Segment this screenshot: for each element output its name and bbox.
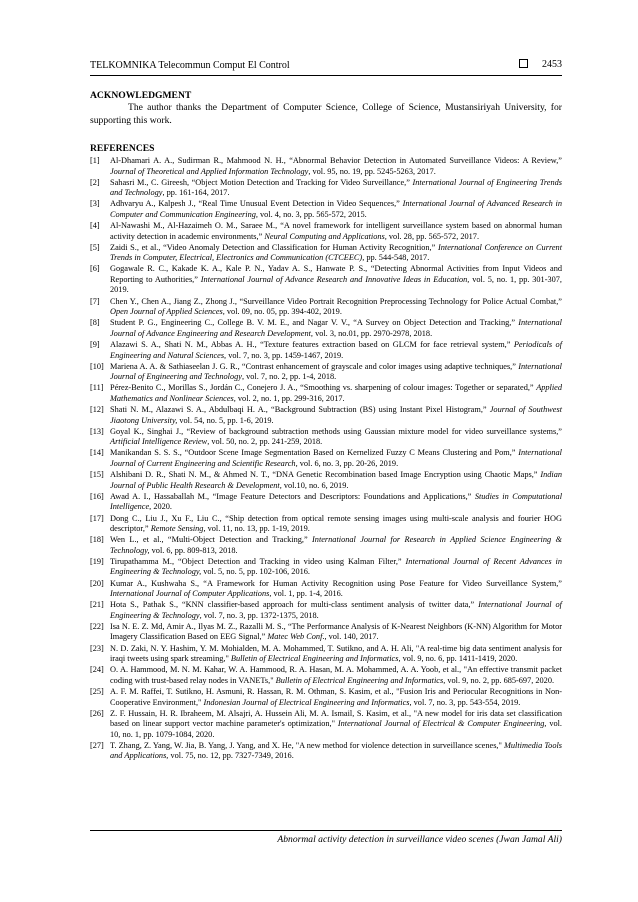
reference-item bbox=[90, 644, 562, 665]
reference-number: [12] bbox=[90, 405, 104, 415]
reference-authors-title: Al-Nawashi M., Al-Hazaimeh O. M., Saraee M., “A novel framework for intelligent surveillance system based on abnormal human activity detection in academic environments,” bbox=[110, 221, 562, 241]
reference-number: [25] bbox=[90, 687, 104, 696]
reference-item bbox=[90, 622, 562, 643]
reference-text bbox=[110, 600, 562, 621]
reference-number: [5] bbox=[90, 242, 100, 252]
reference-authors-title: Chen Y., Chen A., Jiang Z., Zhong J., “Surveillance Video Portrait Recognition Preprocessing Technology for Police Actual Combat,” bbox=[110, 296, 562, 306]
reference-number: [3] bbox=[90, 199, 100, 209]
reference-details: , vol. 09, no. 05, pp. 394-402, 2019. bbox=[222, 307, 342, 317]
reference-text bbox=[110, 340, 562, 361]
reference-text bbox=[110, 665, 562, 686]
reference-item bbox=[90, 557, 562, 578]
reference-details: , vol.10, no. 6, 2019. bbox=[279, 480, 349, 490]
header-right bbox=[519, 59, 562, 70]
reference-authors-title: Student P. G., Engineering C., College B. V. M. E., and Nagar V. V., “A Survey on Object Detection and Tracking,” bbox=[110, 318, 519, 328]
reference-venue: International Journal for Research in Applied Science Engineering & Technology, bbox=[110, 535, 562, 555]
references-heading: REFERENCES bbox=[90, 143, 155, 154]
reference-list bbox=[90, 156, 562, 763]
reference-text bbox=[110, 579, 562, 600]
reference-authors-title: Goyal K., Singhai J., “Review of background subtraction methods using Gaussian mixture model for video surveillance systems,” bbox=[110, 426, 562, 436]
reference-authors-title: N. D. Zaki, N. Y. Hashim, Y. M. Mohialden, M. A. Mohammed, T. Sutikno, and A. H. Ali, "A real-time big data sentiment analysis for iraqi tweets using spark streaming," bbox=[110, 643, 562, 664]
reference-item bbox=[90, 492, 562, 513]
square-bullet-icon bbox=[519, 59, 528, 68]
acknowledgment-text: The author thanks the Department of Computer Science, College of Science, Mustansiriyah University, for supporting this work. bbox=[90, 102, 562, 126]
reference-text bbox=[110, 448, 562, 469]
reference-number: [15] bbox=[90, 470, 104, 480]
reference-details: , vol. 11, no. 13, pp. 1-19, 2019. bbox=[203, 524, 310, 533]
reference-authors-title: Isa N. E. Z. Md, Amir A., Ilyas M. Z., Razalli M. S., “The Performance Analysis of K-Nearest Neighbors (K-NN) Algorithm for Motor Imagery Classification Based on EEG Signal,” bbox=[110, 621, 562, 642]
reference-item bbox=[90, 340, 562, 361]
reference-item bbox=[90, 178, 562, 199]
reference-authors-title: Hota S., Pathak S., “KNN classifier-based approach for multi-class sentiment analysis of twitter data,” bbox=[110, 600, 479, 610]
reference-number: [6] bbox=[90, 264, 100, 274]
reference-details: vol. 6, no. 3, pp. 20-26, 2019. bbox=[297, 458, 399, 468]
reference-item bbox=[90, 741, 562, 762]
reference-authors-title: Sahasri M., C. Gireesh, “Object Motion Detection and Tracking for Video Surveillance,” bbox=[110, 177, 413, 187]
reference-item bbox=[90, 243, 562, 264]
reference-venue: International Journal of Current Engineering and Scientific Research, bbox=[110, 448, 562, 468]
reference-details: , vol. 2, no. 1, pp. 299-316, 2017. bbox=[233, 393, 345, 403]
reference-number: [17] bbox=[90, 513, 104, 523]
reference-item bbox=[90, 264, 562, 296]
reference-text bbox=[110, 178, 562, 199]
reference-venue: Journal of Theoretical and Applied Information Technology bbox=[110, 166, 309, 176]
reference-item bbox=[90, 514, 562, 535]
page-number: 2453 bbox=[542, 59, 562, 70]
reference-details: pp. 544-548, 2017. bbox=[364, 253, 430, 263]
reference-text bbox=[110, 156, 562, 177]
reference-text bbox=[110, 709, 562, 741]
footer-title: Abnormal activity detection in surveillance video scenes (Jwan Jamal Ali) bbox=[277, 834, 562, 845]
reference-authors-title: O. A. Hammood, M. N. M. Kahar, W. A. Hammood, R. A. Hasan, M. A. Mohammed, A. A. Yoob, et al., "An effective transmit packet coding with trust-based relay nodes in VANETs," bbox=[110, 665, 562, 685]
reference-details: vol. 54, no. 5, pp. 1-6, 2019. bbox=[177, 415, 274, 425]
reference-authors-title: Adhvaryu A., Kalpesh J., “Real Time Unusual Event Detection in Video Sequences,” bbox=[110, 199, 403, 209]
reference-venue: International Conference on Current Trends in Computer, Electrical, Electronics and Communication (CTCEEC), bbox=[110, 242, 562, 263]
reference-venue: International Journal of Engineering & Technology bbox=[110, 600, 562, 620]
reference-number: [4] bbox=[90, 221, 100, 231]
reference-text bbox=[110, 427, 562, 448]
reference-venue: International Journal of Advance Research and Innovative Ideas in Education, bbox=[200, 274, 470, 284]
reference-venue: International Journal of Recent Advances in Engineering & Technology, bbox=[110, 556, 562, 577]
reference-details: , vol. 7, no. 3, pp. 543-554, 2019. bbox=[409, 697, 521, 707]
reference-text bbox=[110, 318, 562, 339]
reference-text bbox=[110, 199, 562, 220]
header-rule bbox=[90, 75, 562, 76]
reference-venue: International Journal of Engineering Trends and Technology bbox=[110, 177, 562, 198]
reference-details: , vol. 95, no. 19, pp. 5245-5263, 2017. bbox=[308, 166, 436, 176]
footer-rule bbox=[90, 830, 562, 831]
reference-venue: Periodicals of Engineering and Natural Sciences, bbox=[110, 340, 563, 360]
reference-details: vol. 6, pp. 809-813, 2018. bbox=[149, 545, 238, 555]
reference-text bbox=[110, 514, 562, 535]
reference-venue: International Journal of Computer Applications bbox=[110, 589, 270, 599]
reference-text bbox=[110, 622, 562, 643]
reference-number: [14] bbox=[90, 448, 104, 458]
reference-venue: Bulletin of Electrical Engineering and Informatics bbox=[275, 675, 444, 685]
reference-number: [22] bbox=[90, 621, 104, 631]
reference-text bbox=[110, 221, 562, 242]
reference-text bbox=[110, 405, 562, 426]
reference-details: ., vol. 140, 2017. bbox=[322, 632, 379, 642]
reference-details: , vol. 7, no. 3, pp. 1372-1375, 2018. bbox=[199, 610, 319, 620]
reference-item bbox=[90, 199, 562, 220]
reference-authors-title: T. Zhang, Z. Yang, W. Jia, B. Yang, J. Yang, and X. He, "A new method for violence detection in surveillance scenes," bbox=[110, 740, 504, 750]
reference-details: , vol. 1, pp. 1-4, 2016. bbox=[269, 589, 343, 599]
reference-details: , vol. 10, no. 1, pp. 1079-1084, 2020. bbox=[110, 719, 562, 739]
reference-item bbox=[90, 156, 562, 177]
reference-venue: Artificial Intelligence Review bbox=[110, 437, 208, 447]
reference-authors-title: Alazawi S. A., Shati N. M., Abbas A. H., “Texture features extraction based on GLCM for face retrieval system,” bbox=[110, 340, 514, 349]
reference-item bbox=[90, 318, 562, 339]
reference-venue: Neural Computing and Applications, bbox=[264, 231, 387, 241]
reference-text bbox=[110, 557, 562, 578]
reference-item bbox=[90, 470, 562, 491]
reference-details: , 2020. bbox=[149, 502, 172, 512]
reference-number: [23] bbox=[90, 643, 104, 653]
reference-authors-title: Gogawale R. C., Kakade K. A., Kale P. N., Yadav A. S., Hanwate P. S., “Detecting Abnormal Activities from Input Videos and Reporting to Authorities,” bbox=[110, 264, 562, 284]
reference-item bbox=[90, 687, 562, 708]
reference-text bbox=[110, 362, 562, 383]
journal-name: TELKOMNIKA Telecommun Comput El Control bbox=[90, 60, 290, 71]
reference-venue: International Journal of Engineering and Technology bbox=[110, 361, 562, 382]
reference-text bbox=[110, 243, 562, 264]
reference-authors-title: Kumar A., Kushwaha S., “A Framework for Human Activity Recognition using Pose Feature for Video Surveillance System,” bbox=[110, 578, 562, 588]
reference-venue: Bulletin of Electrical Engineering and Informatics bbox=[230, 654, 399, 664]
reference-item bbox=[90, 535, 562, 556]
reference-authors-title: Tirupathamma M., “Object Detection and Tracking in video using Kalman Filter,” bbox=[110, 556, 406, 566]
reference-details: vol. 4, no. 3, pp. 565-572, 2015. bbox=[257, 209, 367, 219]
reference-venue: Indian Journal of Public Health Research & Development bbox=[110, 470, 562, 490]
reference-number: [21] bbox=[90, 600, 104, 610]
reference-text bbox=[110, 644, 562, 665]
reference-number: [27] bbox=[90, 740, 104, 750]
reference-details: vol. 5, no. 5, pp. 102-106, 2016. bbox=[201, 567, 310, 577]
reference-number: [7] bbox=[90, 296, 100, 306]
reference-item bbox=[90, 427, 562, 448]
reference-authors-title: Al-Dhamari A. A., Sudirman R., Mahmood N. H., “Abnormal Behavior Detection in Automated Surveillance Videos: A Review,” bbox=[110, 156, 562, 165]
reference-details: , pp. 161-164, 2017. bbox=[162, 188, 230, 198]
reference-venue: International Journal of Advanced Research in Computer and Communication Engineering, bbox=[110, 199, 563, 219]
reference-item bbox=[90, 448, 562, 469]
acknowledgment-heading: ACKNOWLEDGMENT bbox=[90, 90, 192, 101]
reference-number: [11] bbox=[90, 383, 104, 393]
reference-details: vol. 7, no. 3, pp. 1459-1467, 2019. bbox=[226, 350, 344, 360]
reference-venue: International Journal of Advance Engineering and Research Development bbox=[110, 318, 562, 338]
reference-authors-title: Shati N. M., Alazawi S. A., Abdulbaqi H. A., “Background Subtraction (BS) using Instant Pixel Histogram,” bbox=[110, 405, 490, 415]
reference-authors-title: Pérez-Benito C., Morillas S., Jordán C., Conejero J. A., “Smoothing vs. sharpening of colour images: Together or separated,” bbox=[110, 383, 537, 393]
reference-item bbox=[90, 405, 562, 426]
reference-venue: Journal of Southwest Jiaotong University, bbox=[110, 405, 562, 425]
reference-text bbox=[110, 687, 562, 708]
reference-authors-title: Awad A. I., Hassaballah M., “Image Feature Detectors and Descriptors: Foundations and Applications,” bbox=[110, 491, 475, 501]
reference-details: , vol. 3, no.01, pp. 2970-2978, 2018. bbox=[310, 328, 433, 338]
reference-authors-title: Dong C., Liu J., Xu F., Liu C., “Ship detection from optical remote sensing images using multi-scale analysis and fourier HOG descriptor,” bbox=[110, 513, 562, 533]
reference-text bbox=[110, 470, 562, 491]
running-header bbox=[90, 59, 562, 77]
reference-item bbox=[90, 709, 562, 741]
reference-text bbox=[110, 492, 562, 513]
reference-text bbox=[110, 264, 562, 296]
reference-venue: Open Journal of Applied Sciences bbox=[110, 307, 223, 317]
reference-venue: International Journal of Electrical & Computer Engineering bbox=[337, 719, 545, 729]
reference-authors-title: Manikandan S. S. S., “Outdoor Scene Image Segmentation Based on Kernelized Fuzzy C Means Clustering and Pom,” bbox=[110, 448, 519, 458]
reference-text bbox=[110, 741, 562, 762]
reference-venue: Applied Mathematics and Nonlinear Sciences bbox=[110, 383, 562, 403]
reference-item bbox=[90, 579, 562, 600]
reference-item bbox=[90, 383, 562, 404]
reference-text bbox=[110, 535, 562, 556]
reference-authors-title: Alshibani D. R., Shati N. M., & Ahmed N. T., “DNA Genetic Recombination based Image Encryption using Chaotic Maps,” bbox=[110, 470, 541, 480]
reference-details: , vol. 9, no. 2, pp. 685-697, 2020. bbox=[443, 675, 555, 685]
reference-authors-title: Wen L., et al., “Multi-Object Detection and Tracking,” bbox=[110, 535, 313, 545]
reference-number: [20] bbox=[90, 578, 104, 588]
reference-item bbox=[90, 600, 562, 621]
reference-venue: Remote Sensing bbox=[150, 524, 204, 533]
reference-item bbox=[90, 297, 562, 318]
reference-number: [26] bbox=[90, 708, 104, 718]
reference-number: [13] bbox=[90, 426, 104, 436]
reference-venue: Matec Web Conf bbox=[267, 632, 323, 642]
reference-number: [10] bbox=[90, 361, 104, 371]
reference-details: , vol. 7, no. 2, pp. 1-4, 2018. bbox=[241, 372, 337, 382]
reference-details: , vol. 9, no. 6, pp. 1411-1419, 2020. bbox=[398, 654, 518, 664]
reference-item bbox=[90, 221, 562, 242]
reference-text bbox=[110, 383, 562, 404]
reference-details: vol. 5, no. 1, pp. 301-307, 2019. bbox=[110, 274, 562, 295]
reference-number: [1] bbox=[90, 156, 100, 165]
reference-number: [19] bbox=[90, 556, 104, 566]
reference-number: [16] bbox=[90, 491, 104, 501]
reference-venue: Indonesian Journal of Electrical Engineering and Informatics bbox=[203, 697, 410, 707]
running-footer bbox=[90, 830, 562, 845]
reference-number: [8] bbox=[90, 318, 100, 328]
reference-details: vol. 75, no. 12, pp. 7327-7349, 2016. bbox=[168, 751, 294, 761]
reference-authors-title: Mariena A. A. & Sathiaseelan J. G. R., “Contrast enhancement of grayscale and color images using adaptive techniques,” bbox=[110, 361, 519, 371]
reference-number: [9] bbox=[90, 340, 100, 349]
reference-text bbox=[110, 297, 562, 318]
reference-item bbox=[90, 362, 562, 383]
reference-venue: Multimedia Tools and Applications, bbox=[110, 740, 563, 761]
reference-details: vol. 28, pp. 565-572, 2017. bbox=[386, 231, 480, 241]
reference-number: [24] bbox=[90, 665, 104, 675]
reference-number: [18] bbox=[90, 535, 104, 545]
reference-authors-title: A. F. M. Raffei, T. Sutikno, H. Asmuni, R. Hassan, R. M. Othman, S. Kasim, et al., "Fusion Iris and Periocular Recognitions in Non-Cooperative Environment," bbox=[110, 687, 562, 707]
reference-venue: Studies in Computational Intelligence bbox=[110, 491, 563, 512]
reference-details: , vol. 50, no. 2, pp. 241-259, 2018. bbox=[207, 437, 323, 447]
reference-number: [2] bbox=[90, 177, 100, 187]
reference-authors-title: Z. F. Hussain, H. R. Ibraheem, M. Alsajri, A. Hussein Ali, M. A. Ismail, S. Kasim, et al., "A new model for iris data set classification based on linear support vector machine parameter's optimization," bbox=[110, 708, 562, 729]
reference-authors-title: Zaidi S., et al., “Video Anomaly Detection and Classification for Human Activity Recognition,” bbox=[110, 242, 438, 252]
reference-item bbox=[90, 665, 562, 686]
